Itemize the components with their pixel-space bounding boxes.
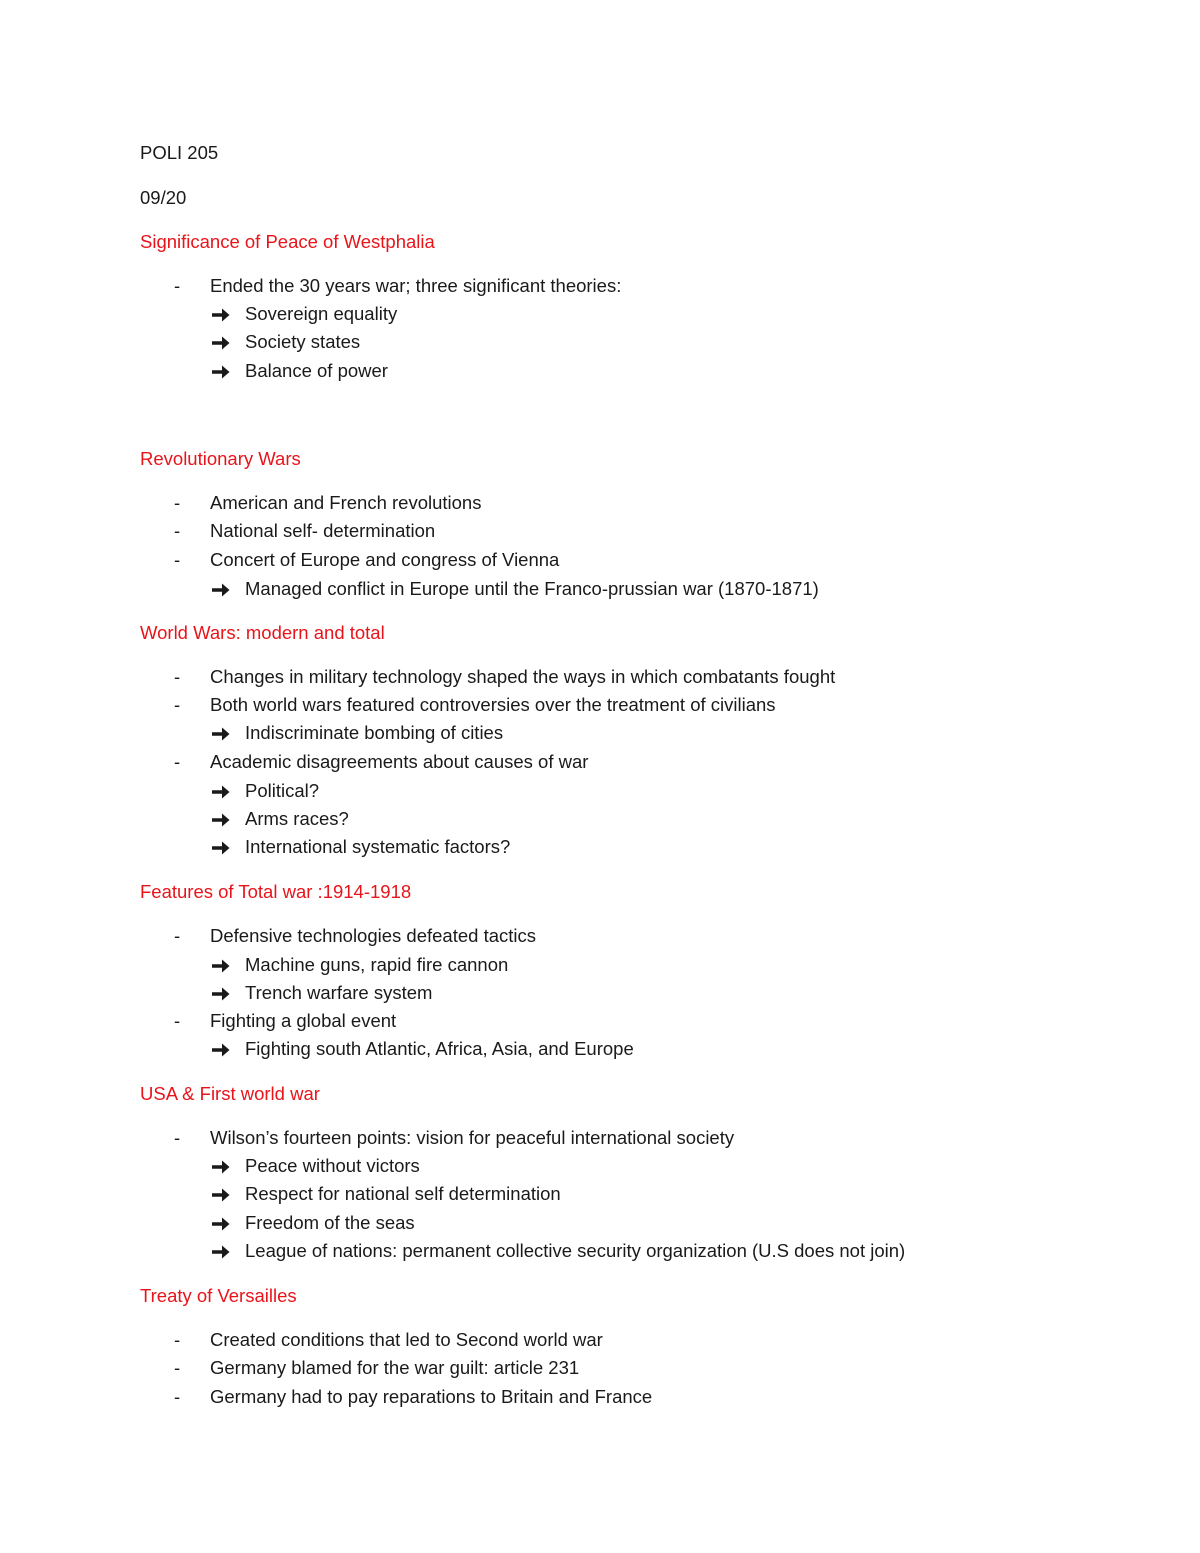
sub-bullet-item: League of nations: permanent collective security organization (U.S does not join) — [245, 1240, 906, 1261]
sub-bullet-item: Arms races? — [245, 808, 349, 829]
arrow-right-icon — [212, 840, 230, 856]
bullet-item: Academic disagreements about causes of war — [210, 751, 589, 772]
sub-bullet-item: Indiscriminate bombing of cities — [245, 722, 504, 743]
arrow-right-icon — [212, 1159, 230, 1175]
sub-bullet-item: Freedom of the seas — [245, 1212, 415, 1233]
arrow-right-icon — [212, 812, 230, 828]
bullet-item: National self- determination — [210, 520, 436, 541]
dash-bullet: - — [174, 1357, 181, 1378]
dash-bullet: - — [174, 492, 181, 513]
section-heading: Treaty of Versailles — [140, 1285, 297, 1306]
arrow-right-icon — [212, 726, 230, 742]
sub-bullet-item: Managed conflict in Europe until the Franco-prussian war (1870-1871) — [245, 578, 819, 599]
sub-bullet-item: Respect for national self determination — [245, 1183, 561, 1204]
sub-bullet-item: Fighting south Atlantic, Africa, Asia, and Europe — [245, 1038, 634, 1059]
bullet-item: Concert of Europe and congress of Vienna — [210, 549, 560, 570]
section-heading: Features of Total war :1914-1918 — [140, 881, 412, 902]
bullet-item: Ended the 30 years war; three significant theories: — [210, 275, 622, 296]
arrow-right-icon — [212, 958, 230, 974]
bullet-item: Changes in military technology shaped the ways in which combatants fought — [210, 666, 836, 687]
dash-bullet: - — [174, 694, 181, 715]
sub-bullet-item: Sovereign equality — [245, 303, 398, 324]
bullet-item: Germany had to pay reparations to Britain and France — [210, 1386, 653, 1407]
dash-bullet: - — [174, 520, 181, 541]
dash-bullet: - — [174, 925, 181, 946]
arrow-right-icon — [212, 1216, 230, 1232]
sub-bullet-item: Trench warfare system — [245, 982, 433, 1003]
section-heading: World Wars: modern and total — [140, 622, 385, 643]
bullet-item: Both world wars featured controversies over the treatment of civilians — [210, 694, 776, 715]
bullet-item: Created conditions that led to Second world war — [210, 1329, 603, 1350]
arrow-right-icon — [212, 307, 230, 323]
dash-bullet: - — [174, 275, 181, 296]
bullet-item: Germany blamed for the war guilt: article 231 — [210, 1357, 580, 1378]
dash-bullet: - — [174, 1010, 181, 1031]
section-heading: Revolutionary Wars — [140, 448, 301, 469]
sub-bullet-item: Balance of power — [245, 360, 388, 381]
arrow-right-icon — [212, 1187, 230, 1203]
bullet-item: Defensive technologies defeated tactics — [210, 925, 537, 946]
section-heading: USA & First world war — [140, 1083, 320, 1104]
sub-bullet-item: Society states — [245, 331, 361, 352]
dash-bullet: - — [174, 1329, 181, 1350]
sub-bullet-item: Machine guns, rapid fire cannon — [245, 954, 509, 975]
arrow-right-icon — [212, 784, 230, 800]
dash-bullet: - — [174, 1127, 181, 1148]
arrow-right-icon — [212, 986, 230, 1002]
bullet-item: American and French revolutions — [210, 492, 482, 513]
dash-bullet: - — [174, 666, 181, 687]
sub-bullet-item: Political? — [245, 780, 320, 801]
dash-bullet: - — [174, 549, 181, 570]
arrow-right-icon — [212, 582, 230, 598]
arrow-right-icon — [212, 335, 230, 351]
dash-bullet: - — [174, 1386, 181, 1407]
section-heading: Significance of Peace of Westphalia — [140, 231, 435, 252]
bullet-item: Fighting a global event — [210, 1010, 397, 1031]
arrow-right-icon — [212, 364, 230, 380]
date-line: 09/20 — [140, 187, 187, 208]
bullet-item: Wilson’s fourteen points: vision for peaceful international society — [210, 1127, 735, 1148]
arrow-right-icon — [212, 1042, 230, 1058]
course-title: POLI 205 — [140, 142, 219, 163]
sub-bullet-item: Peace without victors — [245, 1155, 420, 1176]
sub-bullet-item: International systematic factors? — [245, 836, 511, 857]
dash-bullet: - — [174, 751, 181, 772]
arrow-right-icon — [212, 1244, 230, 1260]
